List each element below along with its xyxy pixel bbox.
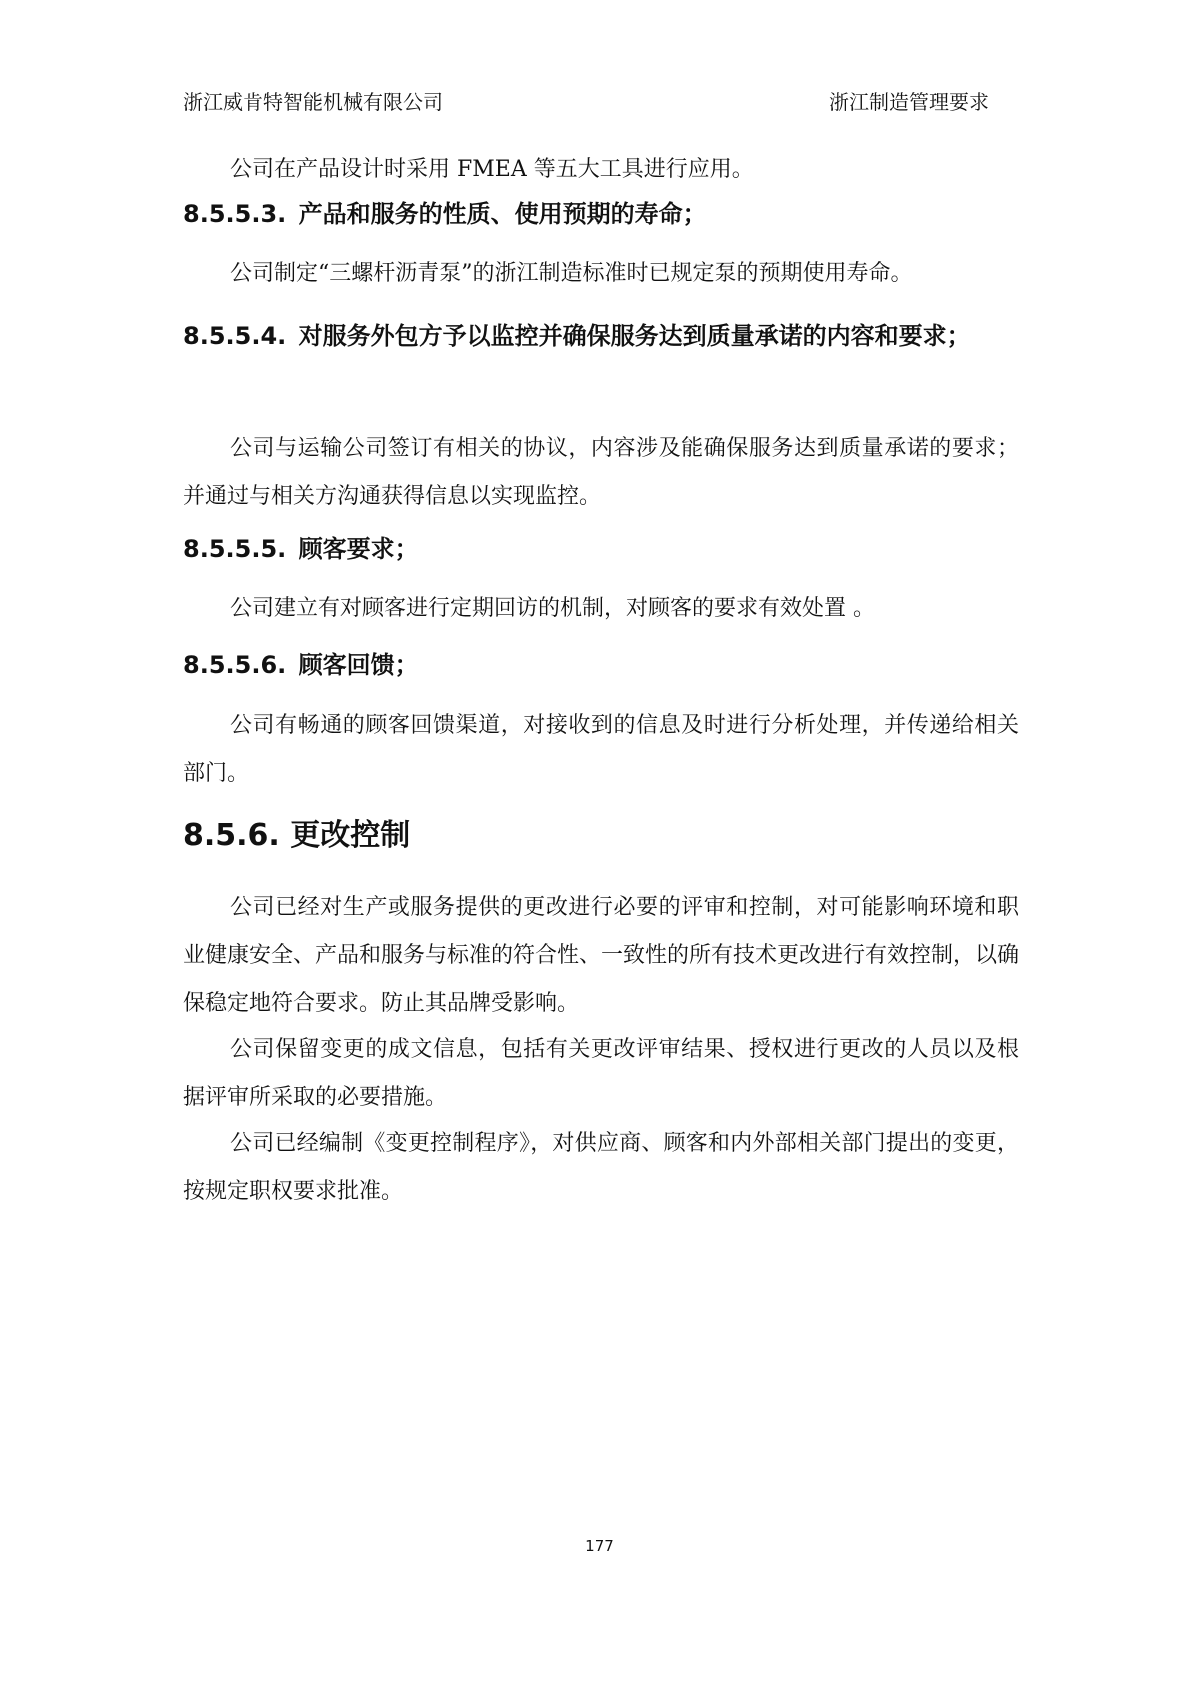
heading-number: 8.5.5.3. bbox=[183, 200, 287, 228]
page-header bbox=[183, 84, 1019, 120]
heading-title: 顾客要求； bbox=[298, 535, 419, 563]
paragraph-8-5-6-3: 公司已经编制《变更控制程序》，对供应商、顾客和内外部相关部门提出的变更，按规定职权要求批准。 bbox=[183, 1131, 1019, 1204]
heading-title: 顾客回馈； bbox=[298, 651, 419, 679]
paragraph-8-5-5-3: 公司制定“三螺杆沥青泵”的浙江制造标准时已规定泵的预期使用寿命。 bbox=[230, 261, 913, 286]
page-number: 177 bbox=[585, 1537, 614, 1555]
paragraph-8-5-5-6: 公司有畅通的顾客回馈渠道，对接收到的信息及时进行分析处理，并传递给相关部门。 bbox=[183, 713, 1019, 786]
heading-title: 更改控制 bbox=[290, 818, 411, 853]
paragraph-fmea: 公司在产品设计时采用 FMEA 等五大工具进行应用。 bbox=[230, 157, 754, 182]
heading-number: 8.5.5.4. bbox=[183, 322, 287, 350]
heading-8-5-5-3 bbox=[183, 194, 1019, 234]
heading-8-5-5-4 bbox=[183, 298, 1019, 374]
header-company-name: 浙江威肯特智能机械有限公司 bbox=[183, 90, 443, 114]
heading-8-5-6 bbox=[183, 814, 1019, 858]
paragraph-8-5-5-5: 公司建立有对顾客进行定期回访的机制，对顾客的要求有效处置 。 bbox=[230, 596, 875, 621]
heading-number: 8.5.5.6. bbox=[183, 651, 287, 679]
heading-number: 8.5.6. bbox=[183, 818, 280, 853]
paragraph-8-5-6-1: 公司已经对生产或服务提供的更改进行必要的评审和控制，对可能影响环境和职业健康安全、产品和服务与标准的符合性、一致性的所有技术更改进行有效控制，以确保稳定地符合要求。防止其品牌受影响。 bbox=[183, 895, 1020, 1016]
paragraph-8-5-6-2: 公司保留变更的成文信息，包括有关更改评审结果、授权进行更改的人员以及根据评审所采取的必要措施。 bbox=[183, 1037, 1019, 1110]
heading-8-5-5-5 bbox=[183, 529, 1019, 569]
heading-title: 产品和服务的性质、使用预期的寿命； bbox=[298, 200, 707, 228]
header-document-title: 浙江制造管理要求 bbox=[829, 90, 989, 114]
heading-8-5-5-6 bbox=[183, 645, 1019, 685]
heading-number: 8.5.5.5. bbox=[183, 535, 287, 563]
heading-title: 对服务外包方予以监控并确保服务达到质量承诺的内容和要求； bbox=[298, 322, 971, 350]
paragraph-8-5-5-4: 公司与运输公司签订有相关的协议，内容涉及能确保服务达到质量承诺的要求；并通过与相关方沟通获得信息以实现监控。 bbox=[183, 436, 1019, 509]
